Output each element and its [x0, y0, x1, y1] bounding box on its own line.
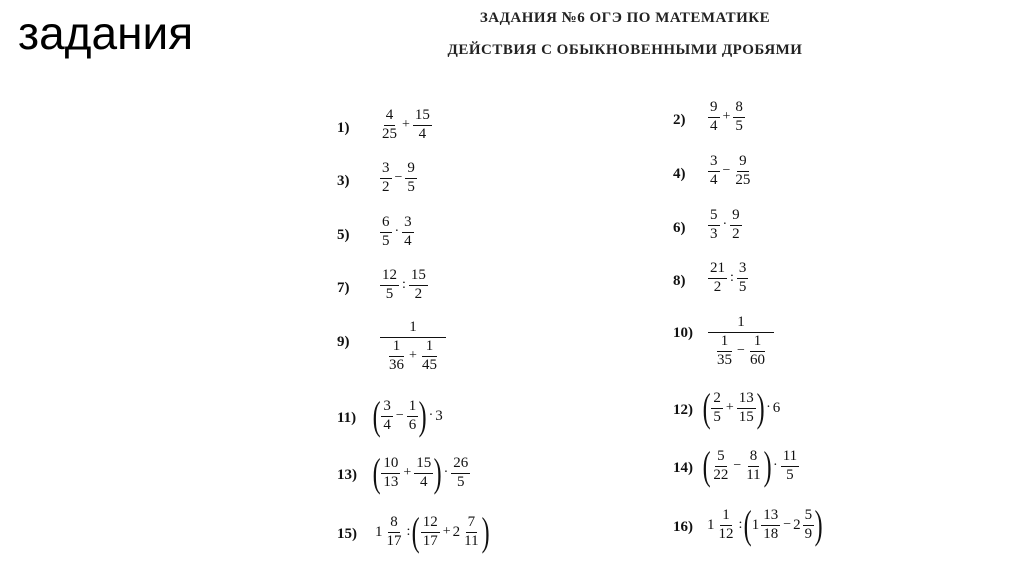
fraction: $\frac{8}{5}$ — [735, 99, 743, 134]
operator: + — [442, 524, 451, 539]
fraction: $\frac{1}{60}$ — [749, 332, 765, 368]
task-expression — [707, 261, 749, 296]
integer: 3 — [435, 407, 443, 424]
task-number: 8) — [673, 273, 686, 289]
right-parenthesis: ) — [763, 443, 772, 488]
left-parenthesis: ( — [702, 443, 711, 488]
fraction: $\frac{9}{25}$ — [735, 153, 751, 188]
document-subheading: ДЕЙСТВИЯ С ОБЫКНОВЕННЫМИ ДРОБЯМИ — [447, 42, 803, 58]
fraction: $\frac{12}{17}$ — [422, 513, 438, 549]
task-expression — [372, 450, 471, 495]
integer: 6 — [772, 399, 781, 416]
operator: : — [730, 270, 734, 286]
operator: · — [443, 465, 449, 480]
fraction: $\frac{3}{5}$ — [738, 260, 747, 295]
whole-part: 1 — [707, 516, 715, 533]
operator: − — [737, 342, 745, 358]
task-number: 2) — [673, 112, 686, 128]
fraction: $\frac{13}{15}$ — [738, 389, 754, 425]
fraction: $\frac{21}{2}$ — [710, 260, 725, 295]
operator: − — [722, 163, 731, 179]
task-number: 11) — [337, 410, 357, 426]
fraction: $\frac{1}{12}$ — [718, 506, 734, 542]
operator: + — [403, 465, 412, 480]
task-expression — [702, 443, 800, 488]
fraction: $\frac{11}{5}$ — [782, 447, 798, 483]
task-expression — [379, 161, 418, 196]
operator: · — [773, 458, 778, 473]
fraction: $\frac{10}{13}$ — [383, 454, 399, 490]
left-parenthesis: ( — [372, 450, 381, 495]
task-expression — [379, 320, 447, 373]
whole-part: 2 — [793, 516, 801, 533]
task-number: 13) — [337, 467, 357, 483]
task-expression — [375, 509, 490, 554]
operator: + — [409, 347, 417, 363]
right-parenthesis: ) — [433, 450, 442, 495]
task-expression — [379, 215, 415, 250]
fraction: $\frac{5}{22}$ — [713, 447, 729, 483]
operator: · — [766, 400, 771, 415]
left-parenthesis: ( — [744, 502, 753, 547]
task-number: 9) — [337, 334, 350, 350]
task-expression — [707, 208, 743, 243]
task-expression — [379, 108, 433, 143]
left-parenthesis: ( — [702, 385, 711, 430]
task-expression — [702, 385, 781, 430]
task-number: 4) — [673, 166, 686, 182]
left-parenthesis: ( — [372, 393, 381, 438]
left-parenthesis: ( — [412, 509, 421, 554]
operator: + — [402, 117, 410, 133]
fraction: $\frac{15}{4}$ — [416, 454, 432, 490]
fraction: $\frac{3}{4}$ — [383, 397, 391, 433]
fraction: $\frac{1}{6}$ — [408, 397, 417, 433]
whole-part: 1 — [751, 516, 760, 533]
right-parenthesis: ) — [814, 502, 823, 547]
task-expression — [707, 502, 823, 547]
task-number: 10) — [673, 325, 693, 341]
task-number: 1) — [337, 120, 350, 136]
operator: · — [394, 224, 400, 240]
fraction: $\frac{3}{4}$ — [710, 153, 718, 188]
whole-part: 2 — [452, 523, 461, 540]
operator: + — [725, 400, 734, 415]
operator: + — [722, 109, 731, 125]
operator: : — [402, 277, 406, 293]
task-number: 6) — [673, 220, 686, 236]
operator: · — [428, 408, 434, 423]
fraction: $\frac{9}{4}$ — [710, 99, 718, 134]
operator: − — [394, 170, 403, 186]
fraction: $\frac{2}{5}$ — [713, 389, 721, 425]
task-number: 15) — [337, 526, 357, 542]
fraction: $\frac{12}{5}$ — [382, 267, 397, 302]
fraction: $\frac{8}{17}$ — [386, 513, 402, 549]
right-parenthesis: ) — [418, 393, 427, 438]
operator: − — [395, 408, 404, 423]
right-parenthesis: ) — [481, 509, 490, 554]
task-expression — [707, 315, 775, 368]
slide-title: задания — [18, 7, 194, 59]
task-number: 14) — [673, 460, 693, 476]
fraction: $\frac{13}{18}$ — [763, 506, 779, 542]
fraction: $\frac{6}{5}$ — [382, 214, 390, 249]
whole-part: 1 — [375, 523, 383, 540]
fraction: $\frac{1}{35}$ — [717, 332, 733, 368]
task-expression — [707, 154, 753, 189]
fraction: $\frac{9}{5}$ — [407, 160, 415, 195]
right-parenthesis: ) — [756, 385, 765, 430]
task-number: 5) — [337, 227, 350, 243]
document-heading: ЗАДАНИЯ №6 ОГЭ ПО МАТЕМАТИКЕ — [479, 10, 771, 26]
fraction: $\frac{26}{5}$ — [453, 454, 469, 490]
fraction: $\frac{3}{2}$ — [382, 160, 390, 195]
fraction: $\frac{1}{36}$ — [389, 337, 405, 373]
fraction: $\frac{5}{3}$ — [710, 207, 718, 242]
fraction: $\frac{15}{4}$ — [414, 107, 430, 142]
fraction: $\frac{4}{25}$ — [382, 107, 397, 142]
complex-fraction: 1 $\frac{1}{36}$ + $\frac{1}{45}$ — [380, 320, 446, 373]
task-number: 16) — [673, 519, 693, 535]
fraction: $\frac{5}{9}$ — [804, 506, 813, 542]
fraction: $\frac{8}{11}$ — [746, 447, 761, 483]
complex-fraction: 1 $\frac{1}{35}$ − $\frac{1}{60}$ — [708, 315, 774, 368]
task-number: 7) — [337, 280, 350, 296]
task-expression — [707, 100, 746, 135]
fraction: $\frac{9}{2}$ — [732, 207, 740, 242]
task-expression — [372, 393, 443, 438]
operator: − — [733, 458, 742, 473]
task-number: 12) — [673, 402, 693, 418]
fraction: $\frac{15}{2}$ — [410, 267, 426, 302]
fraction: $\frac{7}{11}$ — [464, 513, 479, 549]
operator: − — [783, 517, 792, 532]
operator: : — [406, 524, 411, 539]
task-expression — [379, 268, 429, 303]
fraction: $\frac{1}{45}$ — [421, 337, 437, 373]
operator: : — [738, 517, 743, 532]
task-number: 3) — [337, 173, 350, 189]
operator: · — [722, 217, 728, 233]
fraction: $\frac{3}{4}$ — [404, 214, 412, 249]
